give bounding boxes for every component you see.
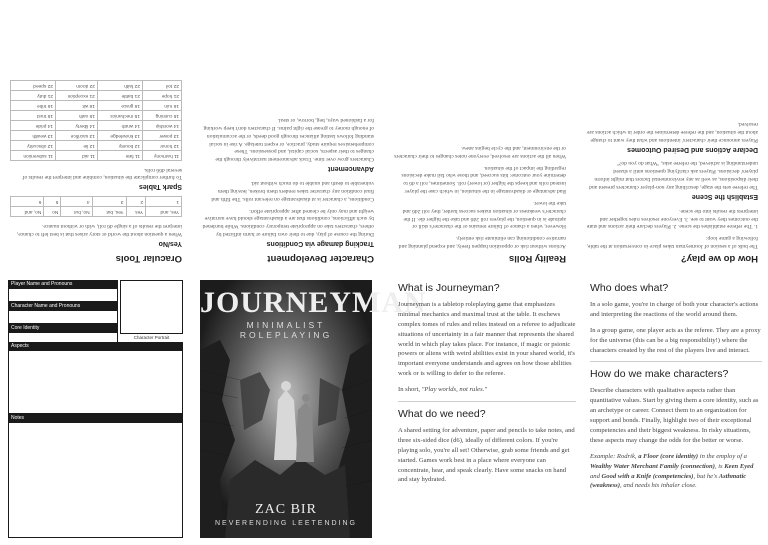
spark-cell: 16 ruin	[142, 100, 181, 110]
character-name-field[interactable]	[8, 310, 118, 324]
who-does-panel	[590, 282, 762, 540]
spark-cell: 21 duty	[11, 90, 56, 100]
character-dev-title: Character Development	[267, 253, 374, 264]
reality-rolls-panel	[384, 0, 576, 272]
example-and: and	[590, 472, 600, 480]
cover-title: JOURNEYMAN	[200, 286, 427, 319]
reality-text-2: However, when a chance of failure remains or the character's skill or aptitude is in question, the players roll 2d6 and take the higher die. If the character's weakness or situation makes success harder, they roll 2d6 and take the lower.	[402, 199, 566, 230]
yesno-cell: 1	[146, 197, 182, 207]
divider	[398, 401, 576, 402]
yesno-heading: Yes/No	[158, 240, 182, 247]
example-knife: Good with a Knife (competencies)	[601, 472, 694, 480]
how-play-text-1: The bulk of a session of Journeyman takes place in conversation at the table, following a game loop:	[586, 235, 758, 249]
spark-cell: 22 speed	[11, 80, 56, 90]
yesno-cell: 6	[11, 197, 44, 207]
yesno-cell: No	[44, 207, 61, 217]
core-identity-label: Core Identity	[8, 324, 118, 332]
spark-cell: 11 aid	[55, 150, 97, 160]
table-row	[11, 130, 182, 140]
character-name-label: Character Name and Pronouns	[8, 302, 118, 310]
yesno-cell: Yes	[126, 207, 146, 217]
example-name: Rodrik,	[616, 452, 637, 460]
spark-cell: 11 subversion	[11, 150, 56, 160]
need-body: A shared setting for adventure, paper and pencils to take notes, and three six-sided dice (d6), ideally of different colors. If you're playing solo, you're all set! Otherwise, grab some friends and get started. Games work best in a place where everyone can concentrate, hear, and speak clearly. Have some snacks on hand and stay hydrated.	[398, 427, 575, 484]
in-short-prefix: In short,	[398, 386, 420, 394]
example-mid2: , is	[714, 462, 723, 470]
damage-text-1: During the course of play, due to their own failure or harm inflicted by others, characters take on appropriate temporary conditions. While burdened by such afflictions, conditions that are a disadvantage should have narrative weight and may only be cleared after appropriate effort.	[202, 207, 374, 237]
notes-field[interactable]	[8, 422, 183, 538]
oracular-title: Oracular Tools	[115, 253, 182, 264]
need-heading: What do we need?	[398, 408, 486, 421]
example-label: Example:	[590, 452, 616, 460]
table-row	[11, 90, 182, 100]
who-group-text: In a group game, one player acts as the referee. They are a proxy for the universe (this can be a big responsibility!) where the characters created by the rest of the players live and interact.	[590, 326, 761, 354]
player-name-label: Player Name and Pronouns	[8, 280, 118, 288]
reality-text-1: Actions without risk or opposition happen freely, and expend planning and narrative conditioning can eliminate risk entirely.	[398, 235, 566, 249]
example-org: Wealthy Water Merchant Family (connection)	[590, 462, 715, 470]
example-mid3: , but he's	[693, 472, 718, 480]
how-play-panel	[576, 0, 768, 272]
spark-cell: 16 wit	[55, 100, 97, 110]
scene-text: The referee sets the stage, describing any non-player characters present and their dispositions, as well as any environmental factors that might inform players' decisions. Players ask clarifying questions until a shared understanding is achieved, the referee asks, "What do you do?"	[589, 160, 758, 190]
aspects-field[interactable]	[8, 350, 183, 414]
how-play-title: How do we play?	[680, 253, 758, 264]
spark-cell: 21 battle	[97, 90, 142, 100]
example-end: , and needs his inhaler close.	[620, 482, 697, 490]
yesno-cell: 3	[92, 197, 126, 207]
damage-heading: Tracking damage via Conditions	[266, 240, 374, 247]
spark-cell: 14 liberty	[55, 120, 97, 130]
table-row	[11, 100, 182, 110]
spark-cell: 12 obscurity	[11, 140, 56, 150]
what-is-heading: What is Journeyman?	[398, 282, 500, 294]
yesno-cell: Yes, but	[92, 207, 126, 217]
table-row	[11, 150, 182, 160]
spark-cell: 22 toil	[142, 80, 181, 90]
spark-cell: 15 mechanics	[97, 110, 142, 120]
yesno-table	[10, 196, 182, 217]
spark-cell: 15 trust	[11, 110, 56, 120]
make-body: Describe characters with qualitative aspects rather than quantitative values. Start by giving them a core identity, such as an archetype or career. Connect them to an organization for support and bonds. Finally, highlight two of their exceptional competencies and their biggest weakness. In risky situations, these aspects may change the odds for the better or worse.	[590, 387, 759, 444]
what-is-panel	[398, 282, 576, 540]
spark-cell: 21 exception	[55, 90, 97, 100]
declare-text: Players announce their characters' intentions and what they want to change about the situation, and the referee determines the order in which actions are resolved.	[586, 120, 758, 143]
spark-heading: Spark Tables	[138, 183, 182, 191]
cover-series: NEVERENDING LEETENDING	[214, 520, 358, 527]
cover-subtitle: MINIMALIST ROLEPLAYING	[239, 320, 333, 340]
character-portrait-box[interactable]	[120, 280, 183, 334]
cover-author: ZAC BIR	[255, 502, 317, 517]
in-short-line	[398, 385, 576, 395]
table-row	[11, 140, 182, 150]
spark-cell: 22 doom	[55, 80, 97, 90]
make-heading: How do we make characters?	[590, 368, 729, 381]
spark-cell: 14 pride	[11, 120, 56, 130]
divider	[590, 361, 762, 362]
example-text	[590, 452, 762, 492]
example-mid1: in the employ of a	[699, 452, 747, 460]
spark-cell: 21 hope	[142, 90, 181, 100]
table-row	[11, 120, 182, 130]
example-keen: Keen Eyed	[724, 462, 754, 470]
spark-cell: 22 faith	[97, 80, 142, 90]
table-row	[11, 80, 182, 90]
scene-heading: Establish the Scene	[691, 192, 758, 200]
yesno-cell: No, but	[61, 207, 92, 217]
spark-cell: 12 bounty	[97, 140, 142, 150]
spark-text: To further complicate the situation, combine and interpret the results of several d66 rolls.	[22, 166, 182, 181]
reality-text-3: Bad advantage or disadvantage in the situation, in which case the player instead rolls and keeps the higher (or lower) roll. Sometimes, roll a d6 to determine your outcome: hits succeed, and those who fail make decisions regarding the impact of the situation.	[401, 164, 566, 195]
spark-cell: 12 lie	[55, 140, 97, 150]
spark-cell: 13 wealth	[11, 130, 56, 140]
player-name-field[interactable]	[8, 288, 118, 302]
what-is-body: Journeyman is a tabletop roleplaying game that emphasizes minimal mechanics and maximal trust at the table. It eschews complex tomes of rules and relies instead on a referee to adjudicate situations of uncertainty in a fair manner that represents the shared world in which play takes place. For instance, if magic or psionic powers or aliens with weird abilities exist in your shared world, it's important everyone understands and agrees on how those abilities work or is willing to defer to the referee.	[398, 301, 576, 378]
damage-text-2: Conditions, a character is at disadvantage on relevant rolls. The fifth and final condition any character takes renders them broken, leaving them vulnerable to death and unable to do much without aid.	[211, 180, 374, 202]
spark-cell: 16 tribe	[11, 100, 56, 110]
spark-cell: 16 grace	[97, 100, 142, 110]
declare-heading: Declare Actions and Desired Outcomes	[627, 145, 758, 153]
spark-cell: 15 oath	[55, 110, 97, 120]
reality-text-4: When all the actions are resolved, everyone notes changes to their characters or the environment, and the cycle begins anew.	[394, 144, 566, 159]
who-heading: Who does what?	[590, 282, 669, 294]
spark-cell: 15 cunning	[142, 110, 181, 120]
in-short-quote: "Play worlds, not rules."	[421, 386, 488, 394]
table-row	[11, 110, 182, 120]
spark-cell: 13 power	[142, 130, 181, 140]
aspects-label: Aspects	[8, 342, 183, 350]
spark-cell: 14 worship	[142, 120, 181, 130]
yesno-cell: 2	[126, 197, 146, 207]
advancement-heading: Advancement	[328, 165, 374, 173]
spark-cell: 13 knowledge	[97, 130, 142, 140]
spark-cell: 14 wrath	[97, 120, 142, 130]
character-development-panel	[192, 0, 384, 272]
spark-cell: 13 sacrifice	[55, 130, 97, 140]
how-play-text-2: 1. The referee establishes the scene. 2. Players declare their actions and state the outcomes they want to see. 3. Everyone resolves rules together and interprets the results into the scene.	[586, 207, 758, 230]
character-portrait-label: Character Portrait	[133, 335, 170, 340]
advancement-text: Characters grow over time. Track advancement narratively through the changes to their aspects, social capital, and possessions. These comprehensives require study, practice, or expert tutelage. A rise in social standing follows lasting alliances through good deeds, or the accumulation of enough money to grease the right palms. If characters don't keep working for a fashioned ways, beg, borrow, or steal.	[203, 117, 374, 163]
reality-title: Reality Rolls	[508, 253, 566, 264]
spark-cell: 12 honor	[142, 140, 181, 150]
notes-label: Notes	[8, 414, 183, 422]
yesno-text: When a question about the world or story arises that is best left to chance, interpret the results of a single d6 roll, with or without nuance.	[16, 223, 182, 237]
yesno-cell: Yes, and	[146, 207, 182, 217]
character-sheet	[8, 280, 183, 538]
yesno-cell: 4	[61, 197, 92, 207]
yesno-cell: 5	[44, 197, 61, 207]
spark-table	[10, 80, 182, 161]
oracular-tools-panel	[0, 0, 192, 272]
who-solo-text: In a solo game, you're in charge of both your character's actions and interpreting the reactions of the world around them.	[590, 301, 759, 318]
spark-cell: 11 harmony	[142, 150, 181, 160]
yesno-cell: No, and	[11, 207, 44, 217]
example-core: a Floor (core identity)	[638, 452, 699, 460]
spark-cell: 11 fate	[97, 150, 142, 160]
example-weak: Asthmatic (weakness)	[590, 472, 747, 490]
